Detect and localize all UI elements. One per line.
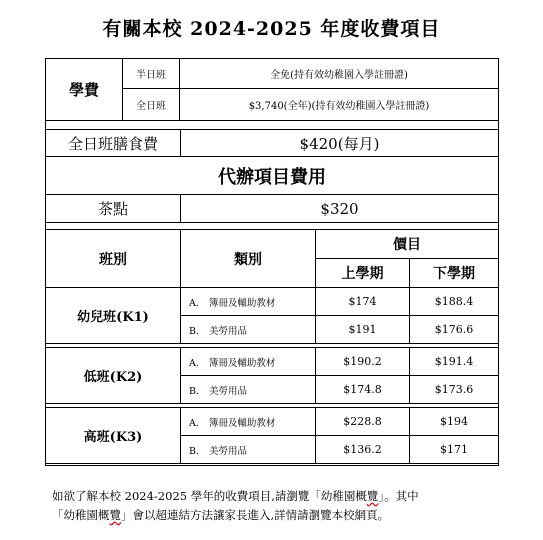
meal-value: $420(每月) (181, 130, 499, 157)
agency-heading: 代辦項目費用 (46, 157, 499, 195)
price-table (45, 229, 499, 464)
term2-price: $176.6 (410, 316, 499, 344)
item-label: A. 簿冊及輔助教材 (181, 408, 316, 436)
term1-price: $190.2 (316, 348, 410, 376)
term1-price: $228.8 (316, 408, 410, 436)
item-label: B. 美勞用品 (181, 316, 316, 344)
term2-price: $191.4 (410, 348, 499, 376)
table-row (46, 288, 499, 316)
tuition-type: 半日班 (123, 59, 180, 89)
meal-label: 全日班膳食費 (46, 130, 181, 157)
tuition-table (45, 58, 499, 121)
term1-price: $136.2 (316, 436, 410, 464)
term1-price: $174.8 (316, 376, 410, 404)
term2-price: $188.4 (410, 288, 499, 316)
class-name: 高班(K3) (46, 408, 181, 464)
price-header: 價目 (316, 230, 499, 259)
item-label: B. 美勞用品 (181, 376, 316, 404)
document-title: 有關本校 2024-2025 年度收費項目 (102, 18, 441, 40)
term2-price: $171 (410, 436, 499, 464)
class-name: 低班(K2) (46, 348, 181, 404)
table-row (46, 348, 499, 376)
term1-price: $174 (316, 288, 410, 316)
item-label: A. 簿冊及輔助教材 (181, 288, 316, 316)
meal-table (45, 129, 499, 223)
term2-price: $194 (410, 408, 499, 436)
item-label: B. 美勞用品 (181, 436, 316, 464)
footer-note: 如欲了解本校 2024-2025 學年的收費項目,請瀏覽「幼稚園概覽」。其中 「幼稚園概覽」會以超連結方法讓家長進入,詳情請瀏覽本校網頁。 (52, 489, 419, 522)
term1-price: $191 (316, 316, 410, 344)
class-name: 幼兒班(K1) (46, 288, 181, 344)
term2-header: 下學期 (410, 259, 499, 288)
tuition-desc: $3,740(全年)(持有效幼稚園入學註冊證) (180, 89, 499, 121)
type-header: 類別 (181, 230, 316, 288)
tea-value: $320 (181, 195, 499, 223)
tuition-type: 全日班 (123, 89, 180, 121)
tuition-desc: 全免(持有效幼稚園入學註冊證) (180, 59, 499, 89)
term1-header: 上學期 (316, 259, 410, 288)
table-row (46, 408, 499, 436)
tuition-label: 學費 (46, 59, 123, 121)
term2-price: $173.6 (410, 376, 499, 404)
tea-label: 茶點 (46, 195, 181, 223)
item-label: A. 簿冊及輔助教材 (181, 348, 316, 376)
class-header: 班別 (46, 230, 181, 288)
